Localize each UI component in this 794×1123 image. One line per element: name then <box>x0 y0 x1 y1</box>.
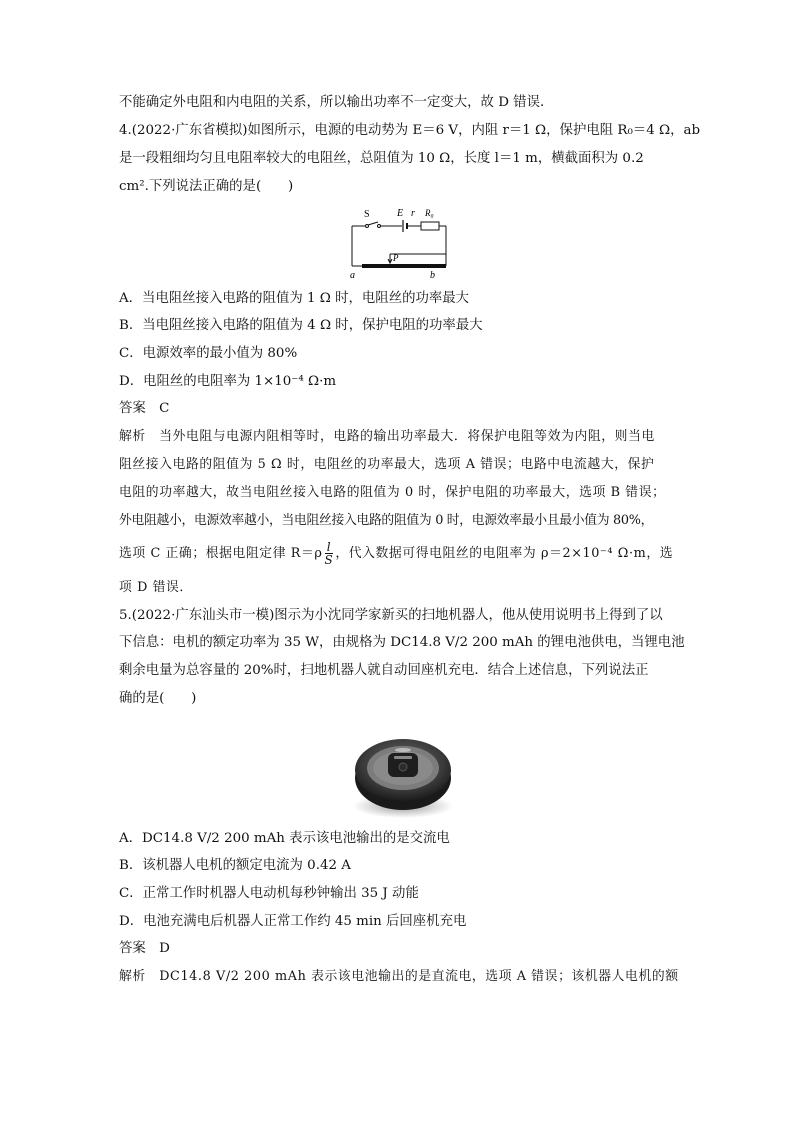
label-E: E <box>397 208 404 219</box>
label-r: r <box>411 208 415 219</box>
q5-line-4: 确的是( ) <box>119 691 197 706</box>
q4-option-b: B．当电阻丝接入电路的阻值为 4 Ω 时，保护电阻的功率最大 <box>119 318 483 333</box>
q4-line-3: cm².下列说法正确的是( ) <box>119 179 294 194</box>
q4-option-c: C．电源效率的最小值为 80% <box>119 346 298 361</box>
label-a: a <box>350 270 355 281</box>
q5-explanation-1: 解析 DC14.8 V/2 200 mAh 表示该电池输出的是直流电，选项 A 错误；该机器人电机的额 <box>119 969 679 984</box>
label-b: b <box>430 270 435 281</box>
q4-explanation-5 <box>119 541 673 566</box>
q5-option-d: D．电池充满电后机器人正常工作约 45 min 后回座机充电 <box>119 914 467 929</box>
q4-explanation-5a: 选项 C 正确；根据电阻定律 R＝ρ <box>119 546 323 561</box>
q4-explanation-2: 阻丝接入电路的阻值为 5 Ω 时，电阻丝的功率最大，选项 A 错误；电路中电流越大，保护 <box>119 457 655 472</box>
label-P: P <box>393 253 399 263</box>
fraction-denominator: S <box>324 553 334 567</box>
q5-option-a: A．DC14.8 V/2 200 mAh 表示该电池输出的是交流电 <box>119 831 450 846</box>
q5-line-2: 下信息：电机的额定功率为 35 W，由规格为 DC14.8 V/2 200 mAh 的锂电池供电，当锂电池 <box>119 635 685 650</box>
q4-explanation-6: 项 D 错误． <box>119 580 193 595</box>
circuit-diagram <box>344 204 454 282</box>
label-S: S <box>364 209 370 220</box>
q5-answer: 答案 D <box>119 941 170 956</box>
q4-option-d: D．电阻丝的电阻率为 1×10⁻⁴ Ω·m <box>119 374 337 389</box>
q4-answer: 答案 C <box>119 401 170 416</box>
resistance-wire <box>362 264 446 268</box>
fraction-numerator: l <box>325 541 334 554</box>
q4-explanation-1: 解析 当外电阻与电源内阻相等时，电路的输出功率最大．将保护电阻等效为内阻，则当电 <box>119 429 655 444</box>
q4-line-1: 4.(2022·广东省模拟)如图所示，电源的电动势为 E＝6 V，内阻 r＝1 Ω，保护电阻 R₀＝4 Ω，ab <box>119 123 701 138</box>
q5-line-3: 剩余电量为总容量的 20%时，扫地机器人就自动回座机充电．结合上述信息，下列说法正 <box>119 663 649 678</box>
resistivity-fraction <box>325 541 334 566</box>
q4-line-2: 是一段粗细均匀且电阻率较大的电阻丝，总阻值为 10 Ω，长度 l＝1 m，横截面积为 0.2 <box>119 151 644 166</box>
label-R0: R₀ <box>425 208 434 218</box>
q4-explanation-3: 电阻的功率越大，故当电阻丝接入电路的阻值为 0 时，保护电阻的功率最大，选项 B 错误； <box>119 485 666 500</box>
q5-option-c: C．正常工作时机器人电动机每秒钟输出 35 J 动能 <box>119 886 419 901</box>
q5-option-b: B．该机器人电机的额定电流为 0.42 A <box>119 858 351 873</box>
q4-explanation-5b: ，代入数据可得电阻丝的电阻率为 ρ＝2×10⁻⁴ Ω·m，选 <box>335 546 674 561</box>
q4-explanation-4: 外电阻越小，电源效率越小，当电阻丝接入电路的阻值为 0 时，电源效率最小且最小值为 80%， <box>119 513 654 528</box>
line-0: 不能确定外电阻和内电阻的关系，所以输出功率不一定变大，故 D 错误． <box>119 95 554 110</box>
q4-option-a: A．当电阻丝接入电路的阻值为 1 Ω 时，电阻丝的功率最大 <box>119 291 470 306</box>
q5-line-1: 5.(2022·广东汕头市一模)图示为小沈同学家新买的扫地机器人，他从使用说明书上得到了以 <box>119 608 663 623</box>
robot-vacuum-image <box>352 720 454 822</box>
